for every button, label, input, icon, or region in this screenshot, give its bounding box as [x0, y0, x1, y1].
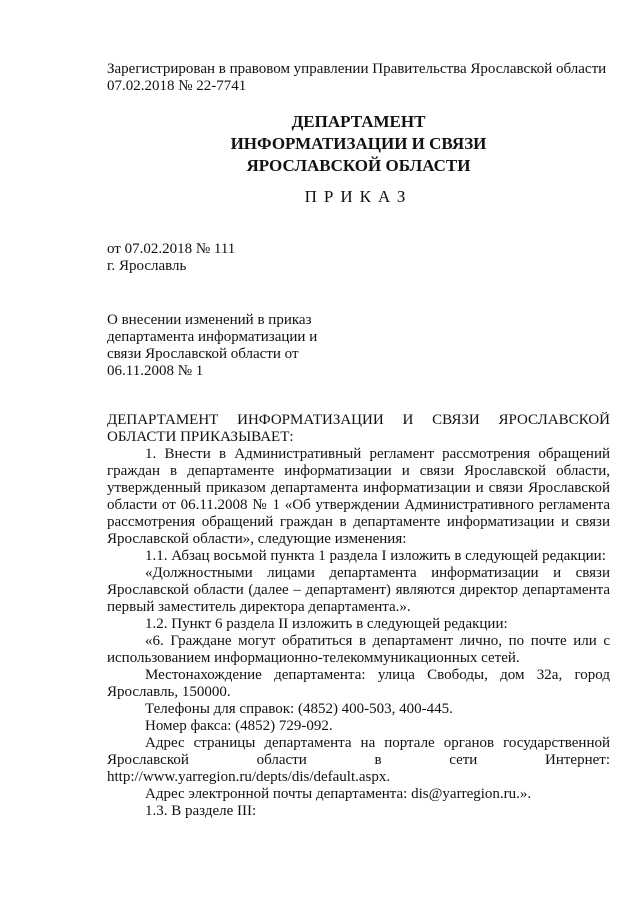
city: г. Ярославль [107, 258, 187, 274]
body-line: «6. Граждане могут обратиться в департамент лично, по почте или с [145, 633, 610, 649]
document-body [107, 412, 610, 820]
body-line: Адрес электронной почты департамента: dis@yarregion.ru.». [145, 786, 532, 802]
body-line: утвержденный приказом департамента информатизации и связи Ярославской [107, 480, 610, 496]
body-line: Телефоны для справок: (4852) 400-503, 400-445. [145, 701, 453, 717]
body-line: 1.3. В разделе III: [145, 803, 257, 819]
body-line: 1.1. Абзац восьмой пункта 1 раздела I изложить в следующей редакции: [145, 548, 606, 564]
body-line: Ярославль, 150000. [107, 684, 231, 700]
registration-line-2: 07.02.2018 № 22-7741 [107, 78, 247, 94]
subject-line: 06.11.2008 № 1 [107, 363, 204, 379]
body-line: использованием информационно-телекоммуникационных сетей. [107, 650, 520, 666]
body-line: Адрес страницы департамента на портале органов государственной [145, 735, 610, 751]
body-line: ОБЛАСТИ ПРИКАЗЫВАЕТ: [107, 429, 294, 445]
department-title-line-2: ИНФОРМАТИЗАЦИИ И СВЯЗИ [230, 134, 487, 153]
subject-line: связи Ярославской области от [107, 346, 299, 362]
department-title-line-1: ДЕПАРТАМЕНТ [291, 112, 426, 131]
subject-line: О внесении изменений в приказ [107, 312, 312, 328]
registration-line-1: Зарегистрирован в правовом управлении Правительства Ярославской области [107, 61, 607, 77]
body-line: 1. Внести в Административный регламент рассмотрения обращений [145, 446, 610, 462]
document-type: ПРИКАЗ [304, 187, 413, 206]
department-title-line-3: ЯРОСЛАВСКОЙ ОБЛАСТИ [246, 156, 471, 175]
body-line: области от 06.11.2008 № 1 «Об утверждении Административного регламента [107, 497, 610, 513]
document-meta [107, 241, 610, 275]
body-line: рассмотрения обращений граждан в департаменте информатизации и связи [107, 514, 610, 530]
body-line: ДЕПАРТАМЕНТ ИНФОРМАТИЗАЦИИ И СВЯЗИ ЯРОСЛАВСКОЙ [107, 412, 610, 428]
body-line: граждан в департаменте информатизации и связи Ярославской области, [107, 463, 610, 479]
body-line: 1.2. Пункт 6 раздела II изложить в следующей редакции: [145, 616, 508, 632]
department-title [107, 111, 610, 177]
body-line: «Должностными лицами департамента информатизации и связи [145, 565, 610, 581]
body-line: Ярославской области в сети Интернет: [107, 752, 610, 768]
registration-stamp [107, 61, 610, 95]
body-line: Местонахождение департамента: улица Свободы, дом 32а, город [145, 667, 610, 683]
document-subject [107, 312, 610, 380]
body-line: Ярославской области», следующие изменения: [107, 531, 407, 547]
body-line: Номер факса: (4852) 729-092. [145, 718, 333, 734]
date-number: от 07.02.2018 № 111 [107, 241, 236, 257]
body-line: http://www.yarregion.ru/depts/dis/default.aspx. [107, 769, 391, 785]
body-line: Ярославской области (далее – департамент) являются директор департамента [107, 582, 610, 598]
subject-line: департамента информатизации и [107, 329, 318, 345]
body-line: первый заместитель директора департамента.». [107, 599, 411, 615]
